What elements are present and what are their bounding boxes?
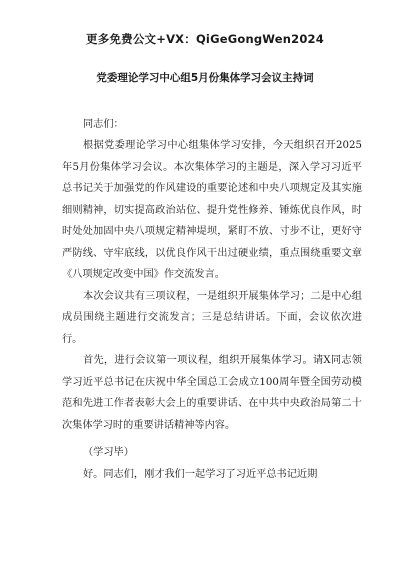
paragraph-closing: 好。同志们，刚才我们一起学习了习近平总书记近期	[83, 468, 318, 480]
study-note: （学习毕）	[83, 447, 134, 458]
paragraph-intro: 根据党委理论学习中心组集体学习安排，今天组织召开2025年5月份集体学习会议。本次集体学习的主题是，深入学习习近平总书记关于加强党的作风建设的重要论述和中央八项规定及其实施细则精神，切实提高政治站位、提升党性修养、锤炼优良作风，时时处处加固中央八项规定精神堤坝，紧盯不放、寸步不让，更好守严防线、守牢底线，以优良作风干出过硬业绩，重点围绕重要文章《八项规定改变中国》作交流发言。	[62, 140, 362, 280]
paragraph-first-item: 首先，进行会议第一项议程，组织开展集体学习。请X同志领学习近平总书记在庆祝中华全国总工会成立100周年暨全国劳动模范和先进工作者表彰大会上的重要讲话、在中共中央政治局第二十次集体学习时的重要讲话精神等内容。	[62, 355, 362, 431]
paragraph-agenda: 本次会议共有三项议程，一是组织开展集体学习；二是中心组成员围绕主题进行交流发言；三是总结讲话。下面，会议依次进行。	[62, 290, 362, 345]
salutation: 同志们：	[83, 119, 124, 130]
promo-banner: 更多免费公文+VX：QiGeGongWen2024	[86, 32, 324, 46]
document-title: 党委理论学习中心组5月份集体学习会议主持词	[96, 72, 314, 84]
